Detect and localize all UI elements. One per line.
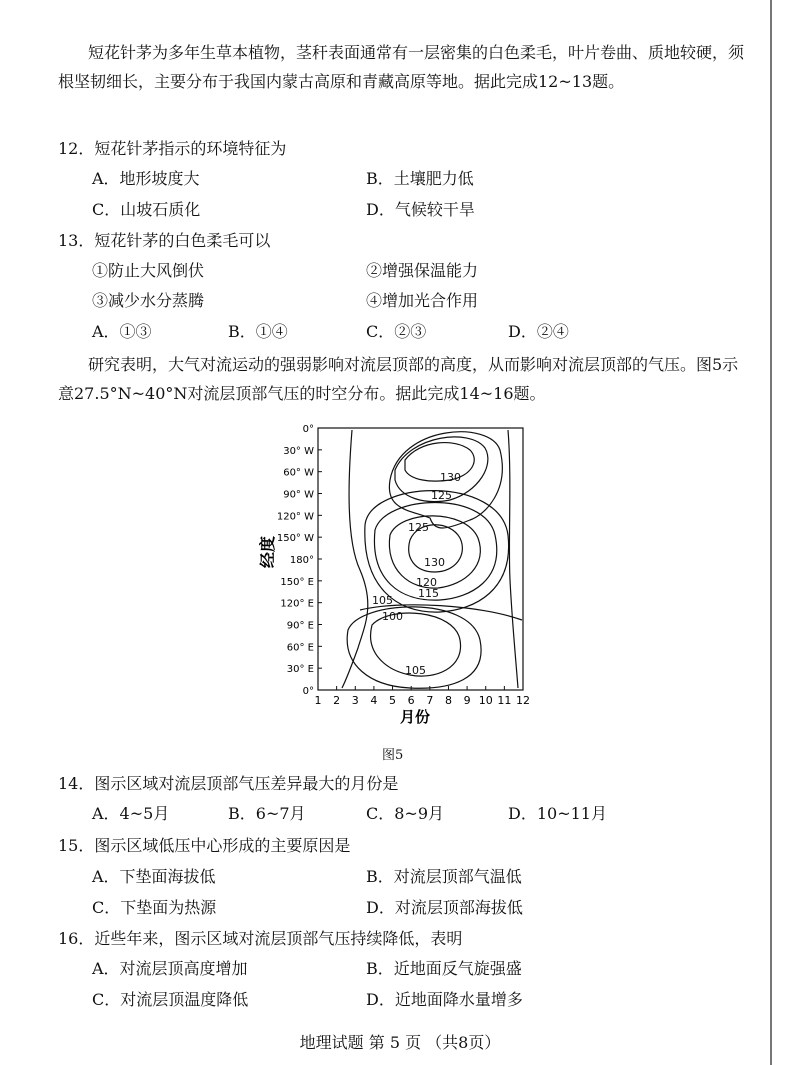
x-tick-label: 1 xyxy=(314,694,322,707)
q12-option-a: A．地形坡度大 xyxy=(92,169,200,188)
q15-option-d: D．对流层顶部海拔低 xyxy=(366,898,523,917)
contour-outer-right xyxy=(508,430,518,688)
y-tick-label: 120° E xyxy=(280,598,314,610)
contour-svg xyxy=(250,420,550,740)
y-tick-label: 0° xyxy=(302,424,314,435)
q13-option-c: C．②③ xyxy=(366,322,427,341)
q14-stem: 14．图示区域对流层顶部气压差异最大的月份是 xyxy=(58,774,399,793)
y-tick-label: 150° W xyxy=(276,533,314,545)
contour-label-125-top: 125 xyxy=(431,489,452,502)
contour-label-105-upper: 105 xyxy=(372,594,393,607)
y-tick-labels xyxy=(277,424,322,697)
q13-option-d: D．②④ xyxy=(508,322,569,341)
contour-outer-boundary xyxy=(342,430,368,688)
q16-option-c: C．对流层顶温度降低 xyxy=(92,990,249,1009)
x-tick-label: 11 xyxy=(497,694,512,707)
contour-label-130-center: 130 xyxy=(424,556,445,569)
x-tick-label: 6 xyxy=(407,694,415,707)
q15-option-a: A．下垫面海拔低 xyxy=(92,867,216,886)
figure-caption: 图5 xyxy=(382,748,404,763)
y-tick-label: 0° xyxy=(302,686,314,697)
q16-stem: 16．近些年来，图示区域对流层顶部气压持续降低，表明 xyxy=(58,929,463,948)
q16-option-a: A．对流层顶高度增加 xyxy=(92,959,248,978)
contour-label-105-lower: 105 xyxy=(405,664,426,677)
x-tick-label: 12 xyxy=(516,694,530,707)
contour-label-125-mid: 125 xyxy=(408,521,429,534)
q12-stem: 12．短花针茅指示的环境特征为 xyxy=(58,139,287,158)
q16-option-d: D．近地面降水量增多 xyxy=(366,990,523,1009)
q14-option-a: A．4~5月 xyxy=(92,804,170,823)
q12-option-b: B．土壤肥力低 xyxy=(366,169,474,188)
q14-option-c: C．8~9月 xyxy=(366,804,445,823)
y-tick-label: 90° E xyxy=(286,620,314,632)
contour-label-130-top: 130 xyxy=(440,471,461,484)
q12-option-d: D．气候较干旱 xyxy=(366,200,475,219)
q14-option-d: D．10~11月 xyxy=(508,804,607,823)
intro-text-2: 研究表明，大气对流运动的强弱影响对流层顶部的高度，从而影响对流层顶部的气压。图5示意27.5°N~40°N对流层顶部气压的时空分布。据此完成14~16题。 xyxy=(58,355,739,403)
x-tick-label: 4 xyxy=(370,694,378,707)
y-tick-label: 150° E xyxy=(280,576,314,588)
x-tick-label: 5 xyxy=(389,694,397,707)
q15-stem: 15．图示区域低压中心形成的主要原因是 xyxy=(58,836,351,855)
contour-label-120: 120 xyxy=(416,576,437,589)
contour-label-115: 115 xyxy=(418,587,439,600)
y-tick-label: 30° E xyxy=(286,664,314,676)
y-axis-label: 经度 xyxy=(258,535,277,568)
x-tick-label: 10 xyxy=(478,694,493,707)
y-tick-label: 60° E xyxy=(286,642,314,654)
q15-option-b: B．对流层顶部气温低 xyxy=(366,867,522,886)
y-tick-label: 90° W xyxy=(283,489,314,501)
intro-text-1: 短花针茅为多年生草本植物，茎秆表面通常有一层密集的白色柔毛，叶片卷曲、质地较硬，须根坚韧细长，主要分布于我国内蒙古高原和青藏高原等地。据此完成12~13题。 xyxy=(58,43,745,91)
intro-paragraph-1 xyxy=(58,38,748,96)
page-edge-line xyxy=(770,0,772,1065)
y-tick-label: 180° xyxy=(289,555,314,566)
page-footer: 地理试题 第 5 页 （共8页） xyxy=(299,1033,501,1052)
q13-stem: 13．短花针茅的白色柔毛可以 xyxy=(58,231,271,250)
figure-5-contour-chart xyxy=(250,420,550,740)
x-tick-label: 8 xyxy=(444,694,452,707)
x-tick-label: 7 xyxy=(426,694,434,707)
y-tick-label: 120° W xyxy=(276,511,314,523)
x-tick-labels xyxy=(315,686,531,707)
x-tick-label: 9 xyxy=(463,694,471,707)
q16-option-b: B．近地面反气旋强盛 xyxy=(366,959,522,978)
y-tick-label: 60° W xyxy=(283,467,314,479)
y-tick-label: 30° W xyxy=(283,445,314,457)
x-tick-label: 2 xyxy=(333,694,341,707)
q13-statement-3: ③减少水分蒸腾 xyxy=(92,291,205,310)
q13-option-a: A．①③ xyxy=(92,322,152,341)
q14-option-b: B．6~7月 xyxy=(228,804,306,823)
intro-paragraph-2 xyxy=(58,350,748,408)
contour-value-labels xyxy=(372,471,461,677)
q13-statement-1: ①防止大风倒伏 xyxy=(92,261,205,280)
x-tick-label: 3 xyxy=(351,694,359,707)
q12-option-c: C．山坡石质化 xyxy=(92,200,201,219)
q13-statement-4: ④增加光合作用 xyxy=(366,291,479,310)
q15-option-c: C．下垫面为热源 xyxy=(92,898,217,917)
q13-option-b: B．①④ xyxy=(228,322,288,341)
q13-statement-2: ②增强保温能力 xyxy=(366,261,479,280)
x-axis-label: 月份 xyxy=(400,708,431,726)
contour-label-100: 100 xyxy=(382,610,403,623)
